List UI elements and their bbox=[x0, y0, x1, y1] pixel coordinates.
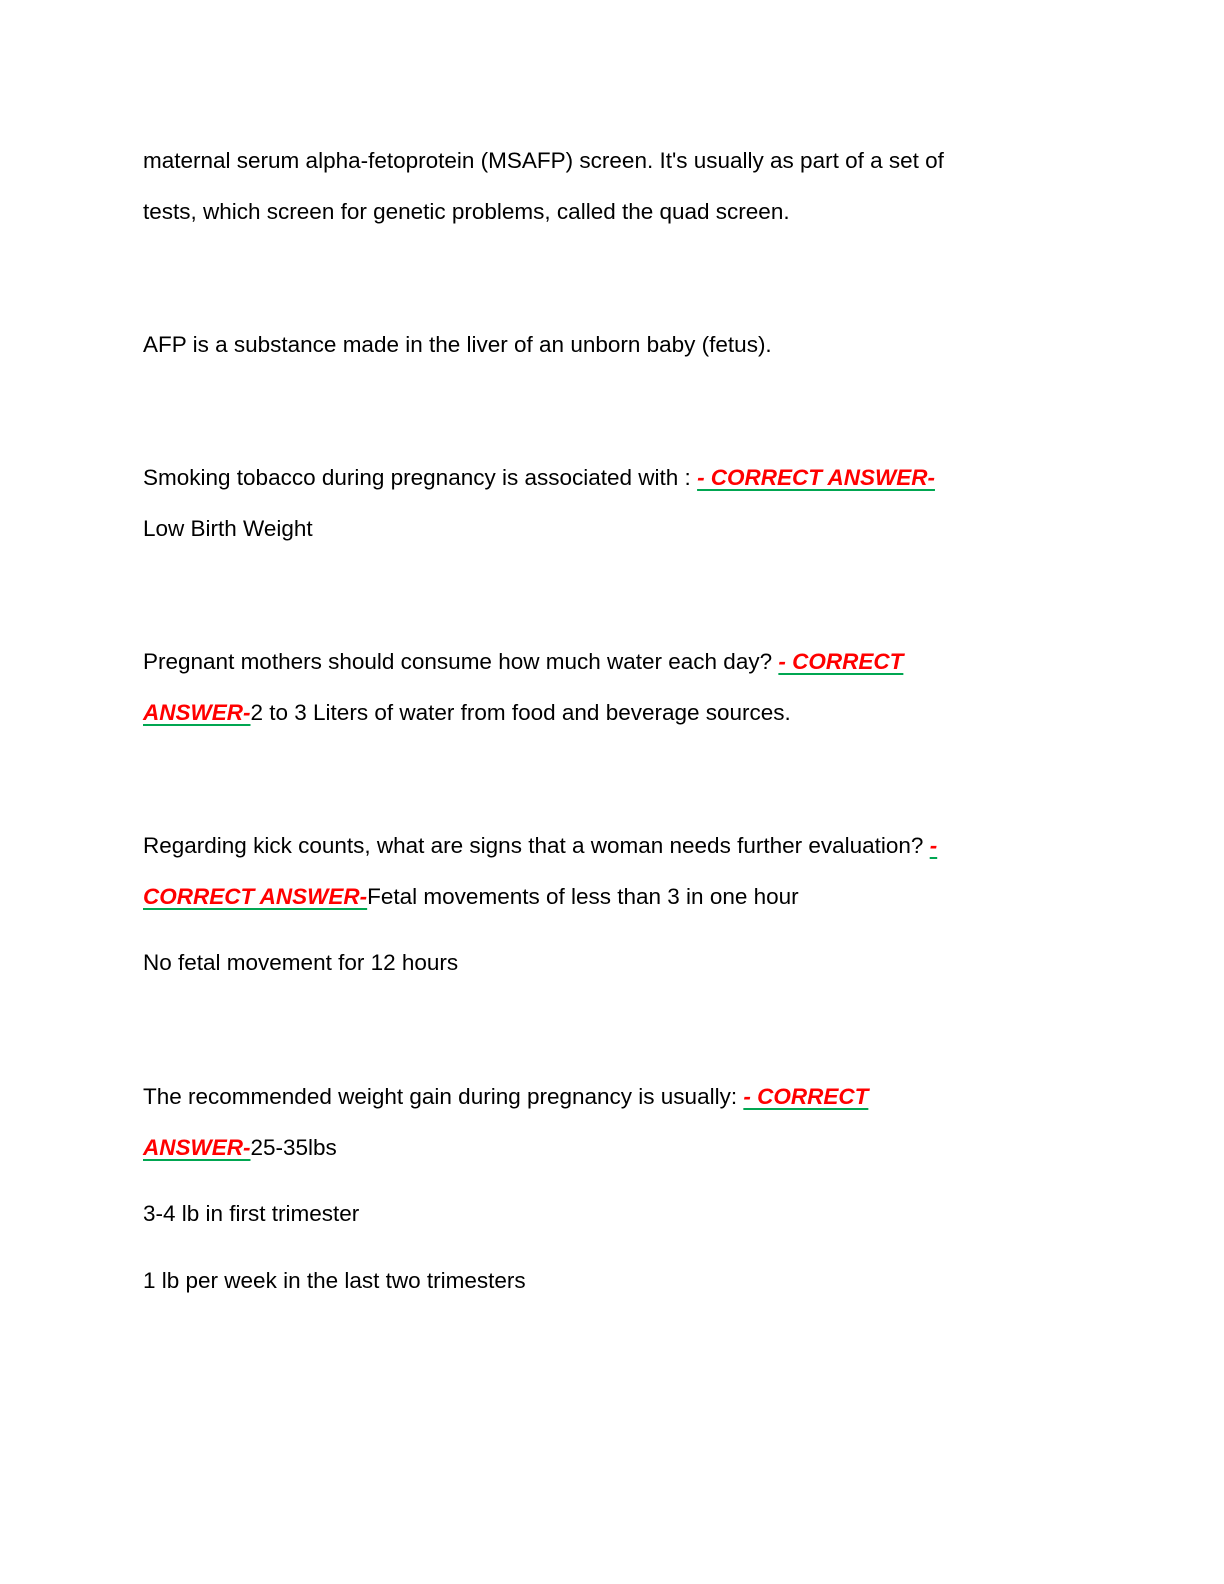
answer-kick-counts bbox=[143, 882, 799, 912]
answer-weight-gain-extra-1: 3-4 lb in first trimester bbox=[143, 1201, 360, 1226]
afp-note: AFP is a substance made in the liver of an unborn baby (fetus). bbox=[143, 332, 772, 357]
answer-text: Fetal movements of less than 3 in one hour bbox=[367, 884, 799, 909]
question-text: Smoking tobacco during pregnancy is associated with : bbox=[143, 465, 698, 490]
question-weight-gain bbox=[143, 1082, 868, 1112]
answer-text: 2 to 3 Liters of water from food and beverage sources. bbox=[250, 700, 791, 725]
answer-smoking: Low Birth Weight bbox=[143, 516, 313, 541]
answer-text: 25-35lbs bbox=[250, 1135, 337, 1160]
question-text: Pregnant mothers should consume how much water each day? bbox=[143, 649, 779, 674]
question-text: Regarding kick counts, what are signs that a woman needs further evaluation? bbox=[143, 833, 930, 858]
answer-kick-counts-extra: No fetal movement for 12 hours bbox=[143, 950, 459, 975]
intro-line-1: maternal serum alpha-fetoprotein (MSAFP) screen. It's usually as part of a set of bbox=[143, 148, 944, 173]
intro-line-2: tests, which screen for genetic problems, called the quad screen. bbox=[143, 199, 790, 224]
correct-answer-marker: - bbox=[929, 833, 938, 858]
answer-weight-gain bbox=[143, 1133, 337, 1163]
correct-answer-marker: ANSWER- bbox=[143, 700, 251, 725]
answer-weight-gain-extra-2: 1 lb per week in the last two trimesters bbox=[143, 1268, 526, 1293]
question-text: The recommended weight gain during pregnancy is usually: bbox=[143, 1084, 744, 1109]
answer-water bbox=[143, 698, 791, 728]
correct-answer-marker: - CORRECT bbox=[743, 1084, 869, 1109]
correct-answer-marker: - CORRECT bbox=[778, 649, 904, 674]
question-water bbox=[143, 647, 903, 677]
question-kick-counts bbox=[143, 831, 937, 861]
correct-answer-marker: ANSWER- bbox=[143, 1135, 251, 1160]
question-smoking bbox=[143, 463, 935, 493]
correct-answer-marker: CORRECT ANSWER- bbox=[143, 884, 368, 909]
correct-answer-marker: - CORRECT ANSWER- bbox=[697, 465, 935, 490]
